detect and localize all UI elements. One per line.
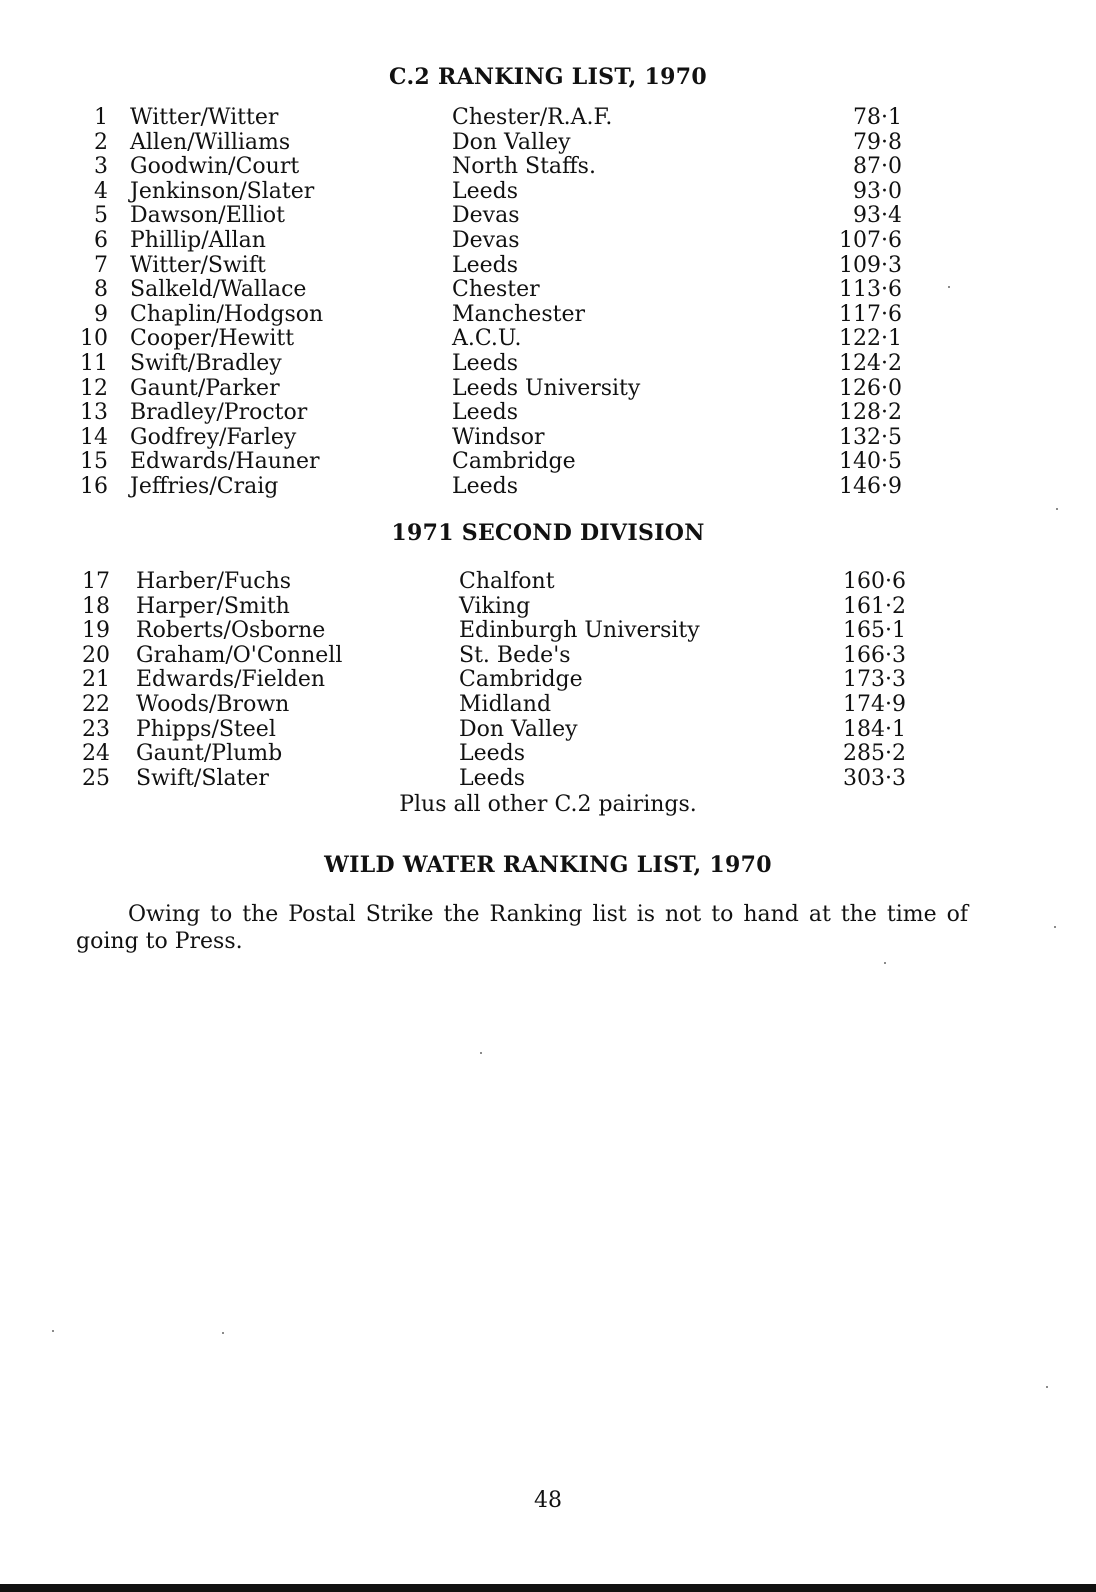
score-cell: 109·3 — [839, 252, 902, 278]
rank-cell: 4 — [94, 178, 108, 204]
pair-cell: Phipps/Steel — [136, 716, 276, 742]
score-cell: 165·1 — [843, 618, 906, 644]
rank-cell: 14 — [80, 424, 108, 450]
score-cell: 93·4 — [853, 203, 902, 229]
table-row — [0, 229, 1096, 254]
score-cell: 79·8 — [853, 129, 902, 155]
rank-cell: 8 — [94, 277, 108, 303]
table-row — [0, 668, 1096, 693]
rank-cell: 12 — [80, 375, 108, 401]
scan-speck — [52, 1330, 54, 1332]
table-row — [0, 155, 1096, 180]
page-number: 48 — [534, 1488, 562, 1513]
score-cell: 93·0 — [853, 178, 902, 204]
rank-cell: 10 — [80, 326, 108, 352]
rank-cell: 22 — [82, 691, 110, 717]
club-cell: Chester/R.A.F. — [452, 105, 613, 130]
table-row — [0, 377, 1096, 402]
second-division-table — [0, 570, 1096, 791]
table-row — [0, 595, 1096, 620]
rank-cell: 21 — [82, 667, 110, 693]
table-row — [0, 303, 1096, 328]
club-cell: North Staffs. — [452, 154, 596, 180]
pair-cell: Gaunt/Parker — [130, 375, 280, 401]
pair-cell: Woods/Brown — [136, 691, 290, 717]
scan-speck — [1056, 508, 1058, 510]
score-cell: 128·2 — [839, 400, 902, 426]
score-cell: 117·6 — [839, 301, 902, 327]
scan-speck — [1046, 1386, 1048, 1388]
rank-cell: 11 — [80, 350, 108, 376]
club-cell: Viking — [459, 593, 531, 619]
pairings-note: Plus all other C.2 pairings. — [399, 792, 697, 817]
pair-cell: Swift/Bradley — [130, 350, 282, 376]
pair-cell: Bradley/Proctor — [130, 400, 308, 426]
pair-cell: Swift/Slater — [136, 765, 269, 791]
club-cell: Midland — [459, 691, 552, 717]
score-cell: 132·5 — [839, 424, 902, 450]
pair-cell: Jenkinson/Slater — [130, 178, 315, 204]
table-row — [0, 767, 1096, 792]
ranking-list-title: C.2 RANKING LIST, 1970 — [389, 64, 707, 90]
score-cell: 124·2 — [839, 350, 902, 376]
table-row — [0, 693, 1096, 718]
rank-cell: 9 — [94, 301, 108, 327]
pair-cell: Goodwin/Court — [130, 154, 300, 180]
table-row — [0, 426, 1096, 451]
score-cell: 126·0 — [839, 375, 902, 401]
rank-cell: 25 — [82, 765, 110, 791]
pair-cell: Roberts/Osborne — [136, 618, 326, 644]
table-row — [0, 475, 1096, 500]
rank-cell: 5 — [94, 203, 108, 229]
table-row — [0, 204, 1096, 229]
score-cell: 78·1 — [853, 105, 902, 130]
club-cell: Leeds — [459, 765, 526, 791]
scan-edge-shadow — [0, 1584, 1096, 1592]
club-cell: Leeds — [459, 741, 526, 767]
score-cell: 140·5 — [839, 449, 902, 475]
club-cell: A.C.U. — [452, 326, 522, 352]
score-cell: 146·9 — [839, 473, 902, 499]
club-cell: Devas — [452, 227, 520, 253]
rank-cell: 18 — [82, 593, 110, 619]
club-cell: Don Valley — [459, 716, 578, 742]
pair-cell: Harber/Fuchs — [136, 569, 292, 594]
table-row — [0, 106, 1096, 131]
scan-speck — [948, 286, 950, 288]
rank-cell: 20 — [82, 642, 110, 668]
rank-cell: 24 — [82, 741, 110, 767]
club-cell: Devas — [452, 203, 520, 229]
club-cell: Chalfont — [459, 569, 555, 594]
table-row — [0, 718, 1096, 743]
score-cell: 184·1 — [843, 716, 906, 742]
score-cell: 87·0 — [853, 154, 902, 180]
club-cell: Windsor — [452, 424, 545, 450]
rank-cell: 19 — [82, 618, 110, 644]
table-row — [0, 254, 1096, 279]
pair-cell: Chaplin/Hodgson — [130, 301, 324, 327]
table-row — [0, 619, 1096, 644]
ranking-table — [0, 106, 1096, 500]
table-row — [0, 644, 1096, 669]
rank-cell: 3 — [94, 154, 108, 180]
club-cell: Cambridge — [452, 449, 576, 475]
score-cell: 166·3 — [843, 642, 906, 668]
table-row — [0, 278, 1096, 303]
scan-speck — [222, 1332, 224, 1334]
table-row — [0, 131, 1096, 156]
club-cell: St. Bede's — [459, 642, 571, 668]
score-cell: 113·6 — [839, 277, 902, 303]
pair-cell: Edwards/Hauner — [130, 449, 320, 475]
club-cell: Cambridge — [459, 667, 583, 693]
table-row — [0, 570, 1096, 595]
wild-water-paragraph: Owing to the Postal Strike the Ranking list is not to hand at the time of going to Press. — [76, 902, 968, 954]
score-cell: 174·9 — [843, 691, 906, 717]
pair-cell: Godfrey/Farley — [130, 424, 297, 450]
pair-cell: Salkeld/Wallace — [130, 277, 307, 303]
scan-speck — [480, 1052, 482, 1054]
club-cell: Leeds — [452, 350, 519, 376]
club-cell: Chester — [452, 277, 540, 303]
pair-cell: Harper/Smith — [136, 593, 290, 619]
club-cell: Edinburgh University — [459, 618, 700, 644]
rank-cell: 6 — [94, 227, 108, 253]
pair-cell: Witter/Swift — [130, 252, 266, 278]
rank-cell: 7 — [94, 252, 108, 278]
scan-speck — [1054, 926, 1056, 928]
table-row — [0, 401, 1096, 426]
pair-cell: Dawson/Elliot — [130, 203, 285, 229]
pair-cell: Witter/Witter — [130, 105, 279, 130]
wild-water-title: WILD WATER RANKING LIST, 1970 — [324, 852, 772, 878]
club-cell: Leeds — [452, 178, 519, 204]
pair-cell: Gaunt/Plumb — [136, 741, 283, 767]
club-cell: Manchester — [452, 301, 585, 327]
rank-cell: 17 — [82, 569, 110, 594]
club-cell: Leeds — [452, 252, 519, 278]
pair-cell: Phillip/Allan — [130, 227, 266, 253]
score-cell: 173·3 — [843, 667, 906, 693]
rank-cell: 2 — [94, 129, 108, 155]
pair-cell: Allen/Williams — [130, 129, 291, 155]
pair-cell: Jeffries/Craig — [130, 473, 279, 499]
club-cell: Don Valley — [452, 129, 571, 155]
table-row — [0, 180, 1096, 205]
scan-speck — [884, 962, 886, 964]
score-cell: 160·6 — [843, 569, 906, 594]
pair-cell: Cooper/Hewitt — [130, 326, 295, 352]
pair-cell: Edwards/Fielden — [136, 667, 326, 693]
pair-cell: Graham/O'Connell — [136, 642, 343, 668]
table-row — [0, 352, 1096, 377]
score-cell: 122·1 — [839, 326, 902, 352]
rank-cell: 1 — [94, 105, 108, 130]
rank-cell: 15 — [80, 449, 108, 475]
club-cell: Leeds — [452, 473, 519, 499]
score-cell: 161·2 — [843, 593, 906, 619]
club-cell: Leeds — [452, 400, 519, 426]
table-row — [0, 327, 1096, 352]
rank-cell: 23 — [82, 716, 110, 742]
rank-cell: 16 — [80, 473, 108, 499]
rank-cell: 13 — [80, 400, 108, 426]
table-row — [0, 450, 1096, 475]
club-cell: Leeds University — [452, 375, 641, 401]
score-cell: 285·2 — [843, 741, 906, 767]
table-row — [0, 742, 1096, 767]
score-cell: 303·3 — [843, 765, 906, 791]
score-cell: 107·6 — [839, 227, 902, 253]
second-division-title: 1971 SECOND DIVISION — [391, 520, 705, 546]
